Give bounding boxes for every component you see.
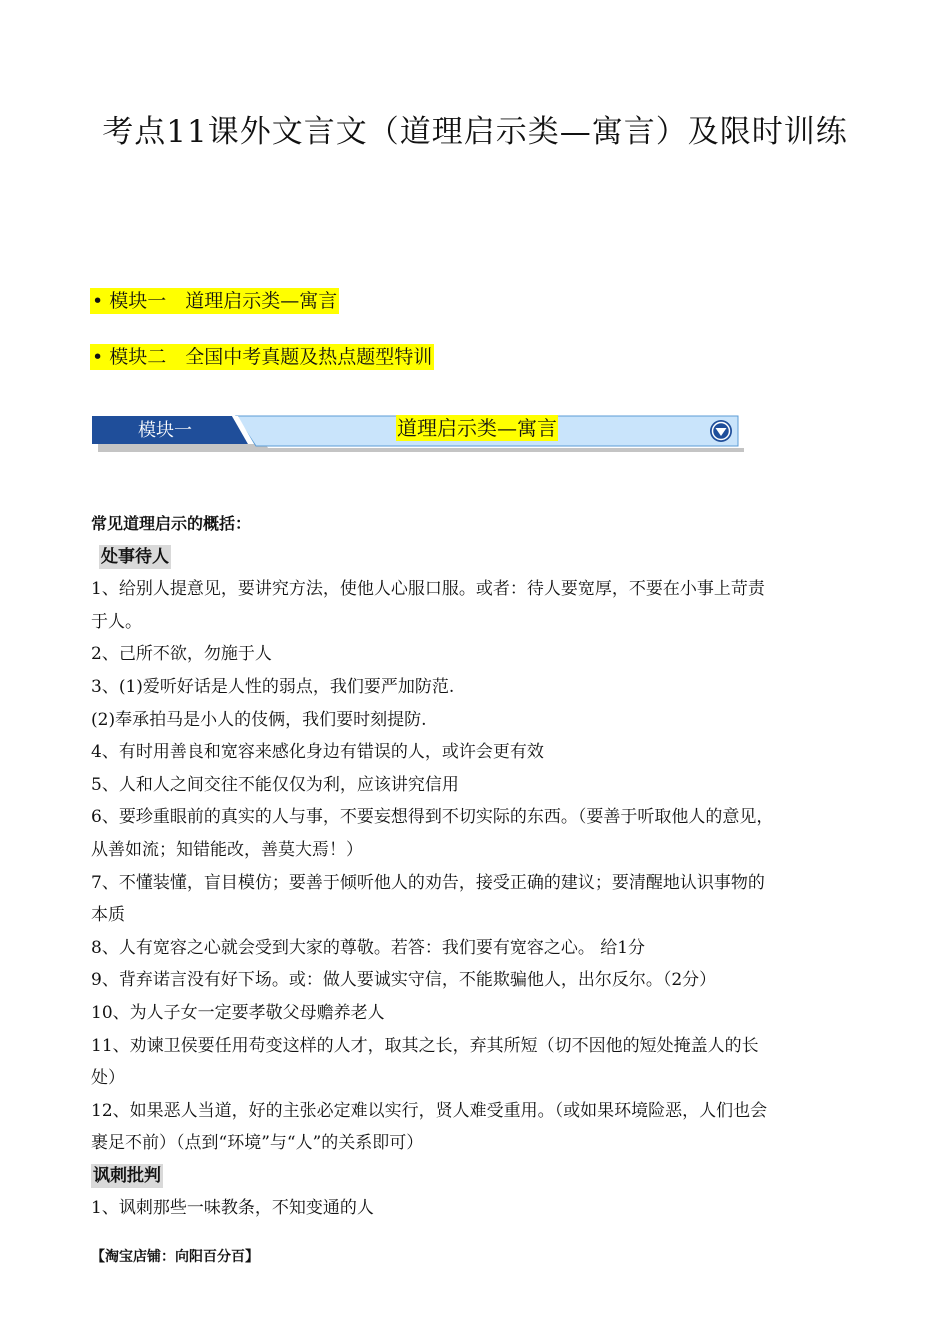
list-item: 4、有时用善良和宽容来感化身边有错误的人，或许会更有效 <box>91 742 544 763</box>
intro-heading: 常见道理启示的概括： <box>91 514 252 533</box>
page-title: 考点11课外文言文（道理启示类—寓言）及限时训练 <box>102 114 848 150</box>
list-item: 裹足不前）（点到“环境”与“人”的关系即可） <box>91 1133 424 1154</box>
banner-module-label: 模块一 <box>138 420 192 441</box>
list-item: 本质 <box>91 905 125 926</box>
list-item: 11、劝谏卫侯要任用苟变这样的人才，取其之长，弃其所短（切不因他的短处掩盖人的长 <box>91 1035 759 1056</box>
list-item: 6、要珍重眼前的真实的人与事，不要妄想得到不切实际的东西。（要善于听取他人的意见， <box>91 807 774 828</box>
module-banner <box>90 414 750 454</box>
list-item: 2、己所不欲，勿施于人 <box>91 644 272 665</box>
module-link-2[interactable]: • 模块二 全国中考真题及热点题型特训 <box>92 346 433 368</box>
banner-module-title: 道理启示类—寓言 <box>397 416 557 440</box>
module-link-1[interactable]: • 模块一 道理启示类—寓言 <box>92 290 338 312</box>
list-item: 8、人有宽容之心就会受到大家的尊敬。若答：我们要有宽容之心。 给1分 <box>91 937 646 958</box>
list-item: 1、给别人提意见，要讲究方法，使他人心服口服。或者：待人要宽厚，不要在小事上苛责 <box>91 579 765 600</box>
list-item: 7、不懂装懂，盲目模仿；要善于倾听他人的劝告，接受正确的建议；要清醒地认识事物的 <box>91 872 765 893</box>
main-content <box>91 508 881 1225</box>
section-satire-list <box>91 1192 881 1225</box>
list-item: 于人。 <box>91 611 142 632</box>
section-label-conduct: 处事待人 <box>101 546 169 567</box>
list-item: 处） <box>91 1068 125 1089</box>
list-item: 9、背弃诺言没有好下场。或：做人要诚实守信，不能欺骗他人，出尔反尔。（2分） <box>91 970 717 991</box>
down-triangle-icon[interactable] <box>709 419 733 443</box>
list-item: 10、为人子女一定要孝敬父母赡养老人 <box>91 1002 385 1023</box>
list-item: 1、讽刺那些一味教条，不知变通的人 <box>91 1198 374 1219</box>
section-label-satire: 讽刺批判 <box>93 1165 161 1186</box>
list-item: 从善如流；知错能改，善莫大焉！） <box>91 839 363 860</box>
footer-shop-label: 【淘宝店铺：向阳百分百】 <box>91 1249 259 1265</box>
list-item: 5、人和人之间交往不能仅仅为利，应该讲究信用 <box>91 774 459 795</box>
section-conduct-list <box>91 573 881 1160</box>
list-item: (2)奉承拍马是小人的伎俩，我们要时刻提防. <box>91 709 427 730</box>
list-item: 3、(1)爱听好话是人性的弱点，我们要严加防范. <box>91 676 455 697</box>
list-item: 12、如果恶人当道，好的主张必定难以实行，贤人难受重用。（或如果环境险恶，人们也会 <box>91 1100 768 1121</box>
